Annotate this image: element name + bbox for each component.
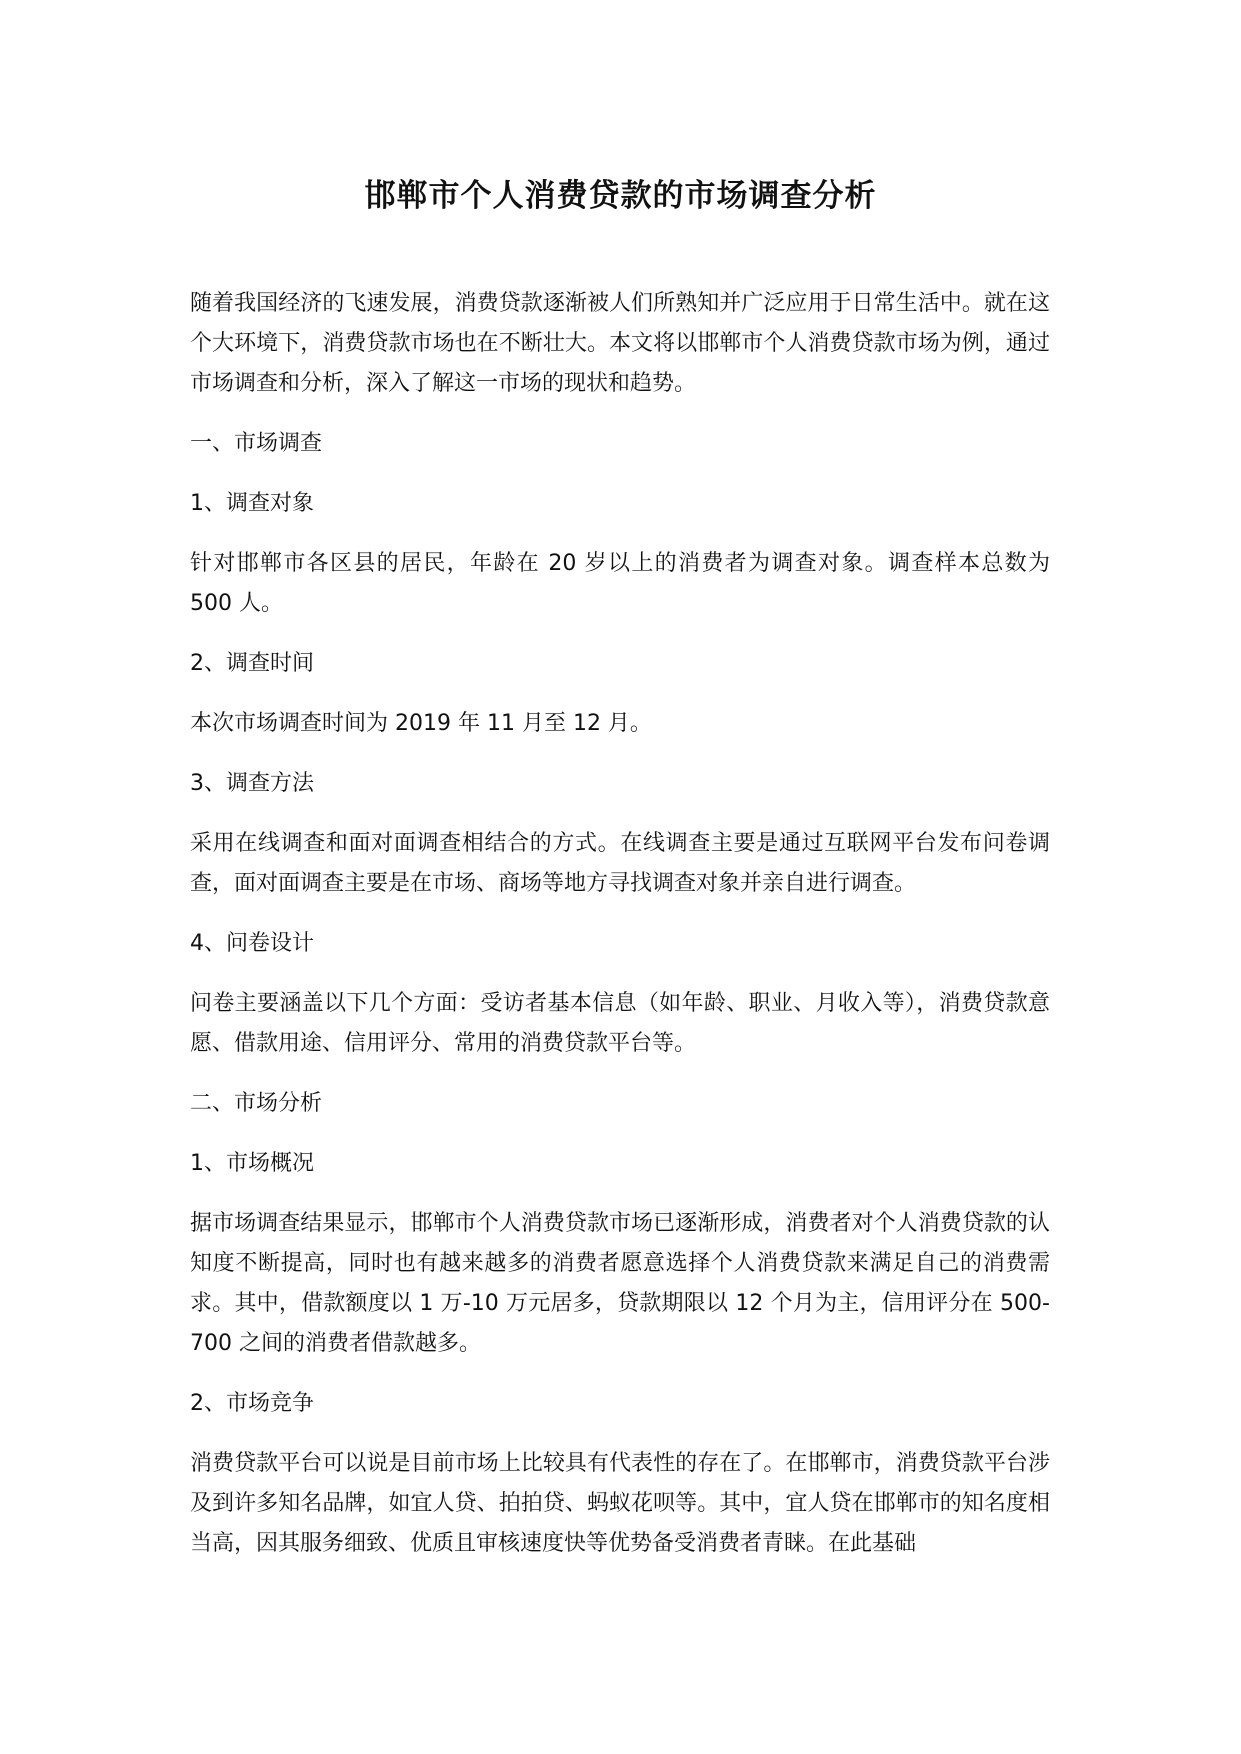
- subheading-survey-target: 1、调查对象: [190, 491, 314, 516]
- paragraph-survey-target: 针对邯郸市各区县的居民，年龄在 20 岁以上的消费者为调查对象。调查样本总数为 500 人。: [190, 551, 1050, 616]
- subheading-questionnaire-design: 4、问卷设计: [190, 931, 314, 956]
- paragraph-survey-method: 采用在线调查和面对面调查相结合的方式。在线调查主要是通过互联网平台发布问卷调查，面对面调查主要是在市场、商场等地方寻找调查对象并亲自进行调查。: [190, 831, 1050, 896]
- paragraph-survey-time: 本次市场调查时间为 2019 年 11 月至 12 月。: [190, 711, 652, 736]
- subheading-market-overview: 1、市场概况: [190, 1151, 314, 1176]
- section-heading-market-survey: 一、市场调查: [190, 431, 323, 456]
- document-body: [190, 284, 1050, 1584]
- document-title: 邯郸市个人消费贷款的市场调查分析: [364, 178, 877, 214]
- section-heading-market-analysis: 二、市场分析: [190, 1091, 323, 1116]
- paragraph-market-competition: 消费贷款平台可以说是目前市场上比较具有代表性的存在了。在邯郸市，消费贷款平台涉及到许多知名品牌，如宜人贷、拍拍贷、蚂蚁花呗等。其中，宜人贷在邯郸市的知名度相当高，因其服务细致、优质且审核速度快等优势备受消费者青睐。在此基础: [190, 1451, 1050, 1556]
- subheading-survey-method: 3、调查方法: [190, 771, 314, 796]
- paragraph-market-overview: 据市场调查结果显示，邯郸市个人消费贷款市场已逐渐形成，消费者对个人消费贷款的认知度不断提高，同时也有越来越多的消费者愿意选择个人消费贷款来满足自己的消费需求。其中，借款额度以 1 万-10 万元居多，贷款期限以 12 个月为主，信用评分在 500-700 之间的消费者借款越多。: [190, 1211, 1050, 1356]
- subheading-survey-time: 2、调查时间: [190, 651, 314, 676]
- paragraph-questionnaire-design: 问卷主要涵盖以下几个方面：受访者基本信息（如年龄、职业、月收入等），消费贷款意愿、借款用途、信用评分、常用的消费贷款平台等。: [190, 991, 1050, 1056]
- intro-paragraph: 随着我国经济的飞速发展，消费贷款逐渐被人们所熟知并广泛应用于日常生活中。就在这个大环境下，消费贷款市场也在不断壮大。本文将以邯郸市个人消费贷款市场为例，通过市场调查和分析，深入了解这一市场的现状和趋势。: [190, 291, 1050, 396]
- subheading-market-competition: 2、市场竞争: [190, 1391, 314, 1416]
